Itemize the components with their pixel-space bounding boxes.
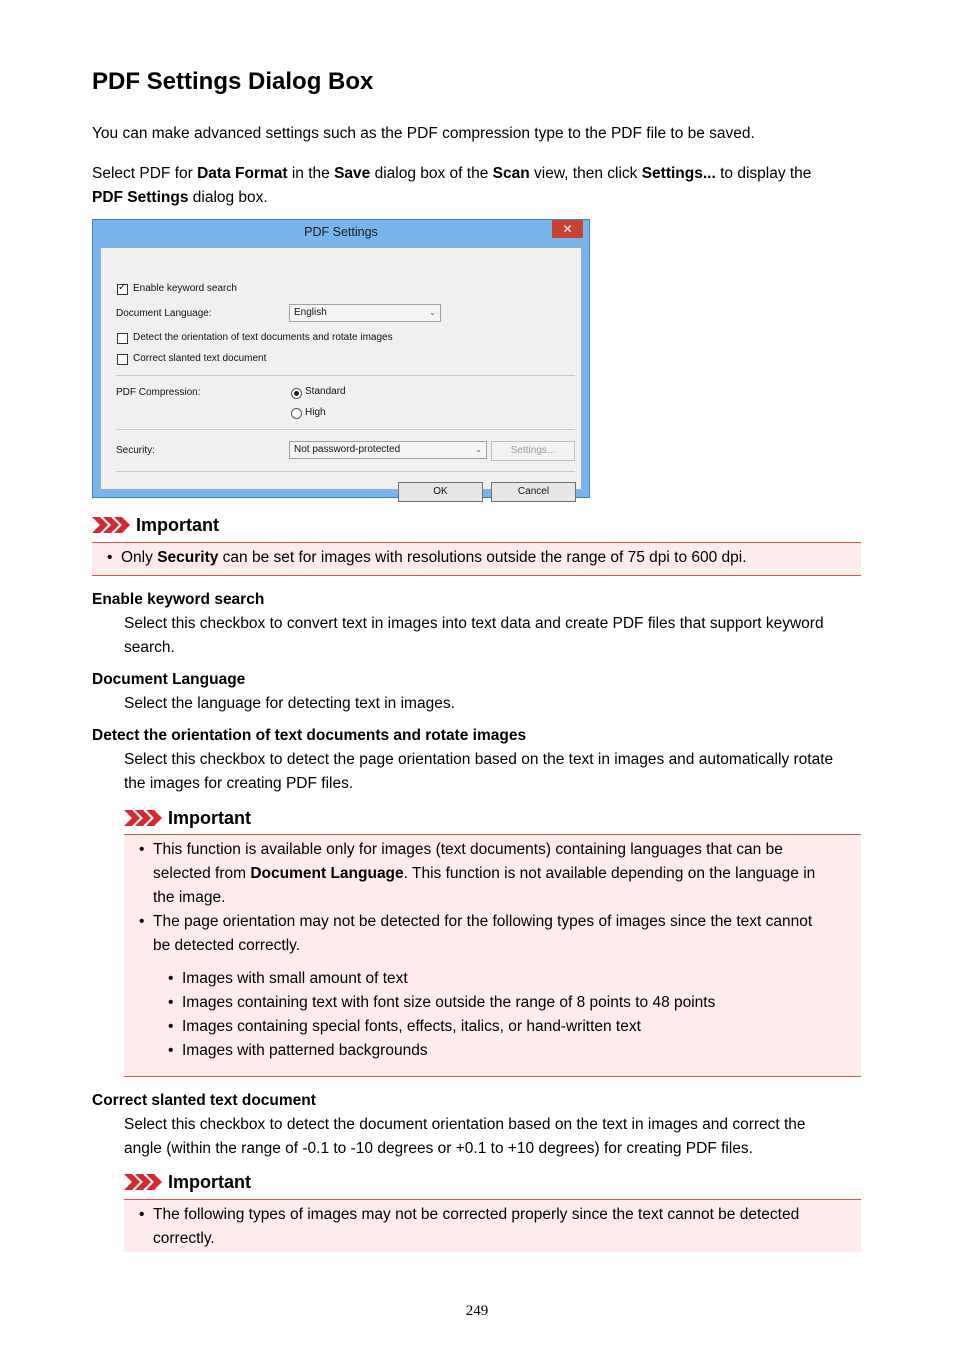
desc-correct-slanted: Select this checkbox to detect the document orientation based on the text in images and correct the angle (within the range of -0.1 to -10 degrees or +0.1 to +10 degrees) for creating PDF files. bbox=[124, 1116, 806, 1157]
divider bbox=[116, 375, 575, 376]
sub-list-item: • Images containing special fonts, effects, italics, or hand-written text bbox=[168, 1018, 641, 1035]
page-title: PDF Settings Dialog Box bbox=[92, 68, 374, 95]
important-heading: Important bbox=[168, 1172, 251, 1192]
standard-label: Standard bbox=[305, 386, 346, 397]
sub-list-item: • Images containing text with font size outside the range of 8 points to 48 points bbox=[168, 994, 716, 1011]
correct-slanted-label: Correct slanted text document bbox=[133, 353, 267, 364]
pdf-settings-dialog bbox=[92, 219, 590, 498]
important-heading: Important bbox=[136, 515, 219, 535]
document-language-label: Document Language: bbox=[116, 308, 212, 319]
high-label: High bbox=[305, 407, 326, 418]
term-detect-orientation: Detect the orientation of text documents and rotate images bbox=[92, 727, 527, 744]
term-document-language: Document Language bbox=[92, 671, 246, 688]
important-box bbox=[124, 834, 861, 1077]
detect-orientation-checkbox[interactable] bbox=[117, 333, 128, 344]
document-language-select[interactable] bbox=[289, 304, 441, 322]
desc-detect-orientation: Select this checkbox to detect the page orientation based on the text in images and automatically rotate the images for creating PDF files. bbox=[124, 751, 834, 792]
list-item: • Only Security can be set for images with resolutions outside the range of 75 dpi to 600 dpi. bbox=[107, 549, 747, 566]
chevron-down-icon: ⌄ bbox=[429, 308, 436, 317]
important-icon bbox=[92, 517, 130, 533]
list-item: • The following types of images may not be corrected properly since the text cannot be detected correctly. bbox=[139, 1206, 800, 1247]
intro-paragraph: You can make advanced settings such as the PDF compression type to the PDF file to be saved. bbox=[92, 125, 755, 142]
important-box bbox=[124, 1199, 861, 1252]
chevron-down-icon: ⌄ bbox=[475, 445, 482, 454]
sub-list-item: • Images with small amount of text bbox=[168, 970, 408, 987]
close-icon[interactable]: ✕ bbox=[552, 220, 583, 238]
pdf-compression-label: PDF Compression: bbox=[116, 387, 201, 398]
important-icon bbox=[124, 810, 162, 826]
select-paragraph: Select PDF for Data Format in the Save dialog box of the Scan view, then click Settings... to display the PDF Settings dialog box. bbox=[92, 165, 812, 206]
term-enable-keyword: Enable keyword search bbox=[92, 591, 265, 608]
important-box bbox=[92, 542, 861, 576]
correct-slanted-checkbox[interactable] bbox=[117, 354, 128, 365]
important-icon bbox=[124, 1174, 162, 1190]
security-label: Security: bbox=[116, 445, 155, 456]
desc-document-language: Select the language for detecting text in images. bbox=[124, 695, 455, 712]
enable-keyword-label: Enable keyword search bbox=[133, 283, 237, 294]
page-number: 249 bbox=[465, 1303, 489, 1319]
dialog-body bbox=[100, 247, 582, 497]
document-language-value: English bbox=[294, 307, 327, 318]
desc-enable-keyword: Select this checkbox to convert text in images into text data and create PDF files that support keyword search. bbox=[124, 615, 824, 656]
ok-button[interactable]: OK bbox=[398, 482, 483, 502]
important-heading: Important bbox=[168, 808, 251, 828]
dialog-title: PDF Settings bbox=[304, 225, 378, 239]
list-item: • The page orientation may not be detected for the following types of images since the text cannot be detected correctly. bbox=[139, 913, 813, 954]
high-radio[interactable] bbox=[291, 408, 302, 419]
detect-orientation-label: Detect the orientation of text documents and rotate images bbox=[133, 332, 393, 343]
divider bbox=[116, 429, 575, 430]
security-select[interactable] bbox=[289, 441, 487, 459]
list-item: • This function is available only for images (text documents) containing languages that can be selected from Document Language. This function is not available depending on the language in the image. bbox=[139, 841, 816, 906]
settings-button[interactable]: Settings... bbox=[491, 441, 575, 461]
divider bbox=[116, 471, 575, 472]
sub-list-item: • Images with patterned backgrounds bbox=[168, 1042, 428, 1059]
cancel-button[interactable]: Cancel bbox=[491, 482, 576, 502]
enable-keyword-checkbox[interactable] bbox=[117, 284, 128, 295]
security-value: Not password-protected bbox=[294, 444, 401, 455]
standard-radio[interactable] bbox=[291, 388, 302, 399]
term-correct-slanted: Correct slanted text document bbox=[92, 1092, 316, 1109]
